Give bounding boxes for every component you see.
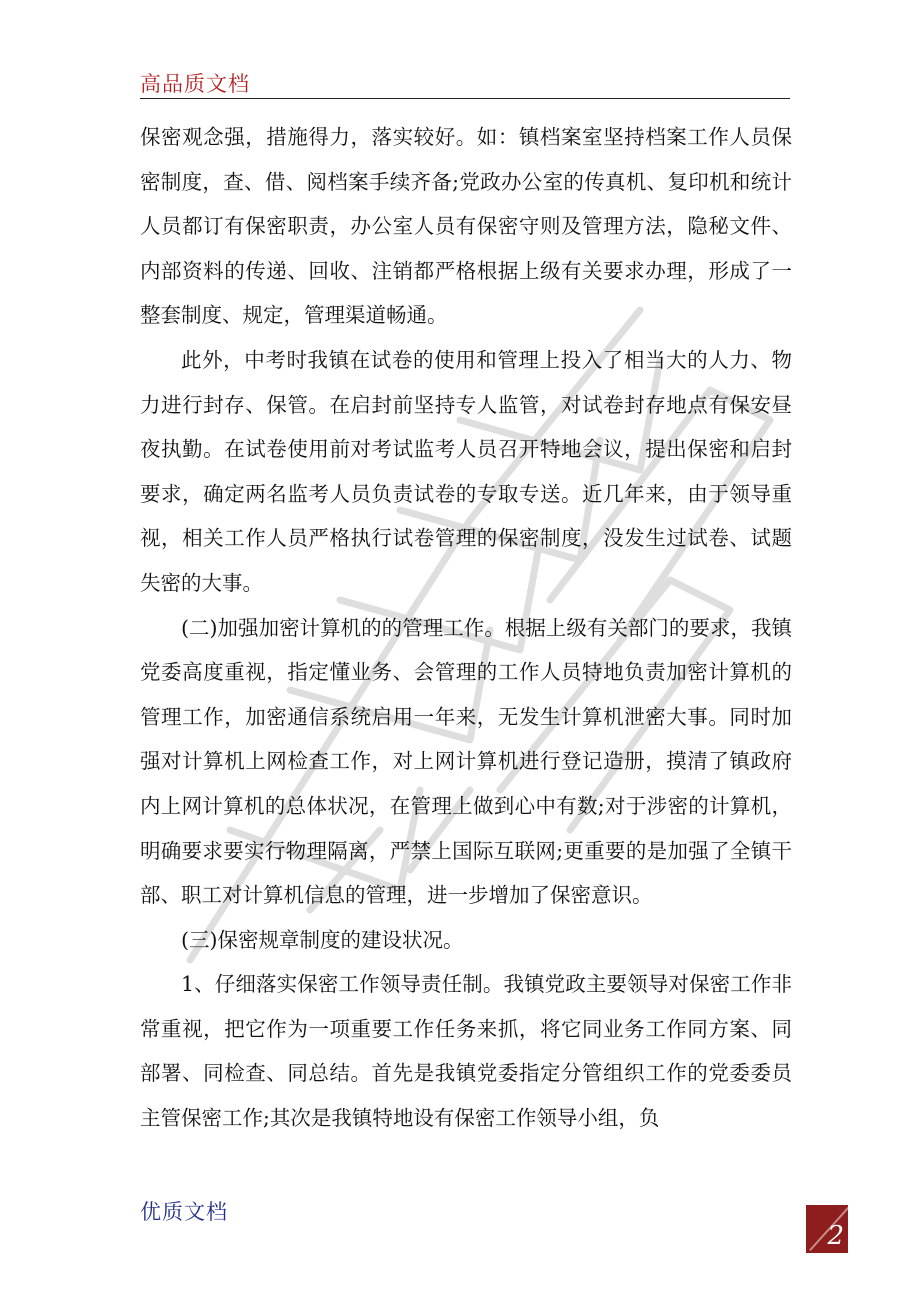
- paragraph: (二)加强加密计算机的的管理工作。根据上级有关部门的要求，我镇党委高度重视，指定懂业务、会管理的工作人员特地负责加密计算机的管理工作，加密通信系统启用一年来，无发生计算机泄密大事。同时加强对计算机上网检查工作，对上网计算机进行登记造册，摸清了镇政府内上网计算机的总体状况，在管理上做到心中有数;对于涉密的计算机，明确要求要实行物理隔离，严禁上国际互联网;更重要的是加强了全镇干部、职工对计算机信息的管理，进一步增加了保密意识。: [140, 615, 792, 908]
- paragraph: 此外，中考时我镇在试卷的使用和管理上投入了相当大的人力、物力进行封存、保管。在启封前坚持专人监管，对试卷封存地点有保安昼夜执勤。在试卷使用前对考试监考人员召开特地会议，提出保密和启封要求，确定两名监考人员负责试卷的专取专送。近几年来，由于领导重视，相关工作人员严格执行试卷管理的保密制度，没发生过试卷、试题失密的大事。: [140, 347, 792, 595]
- footer-title: 优质文档: [140, 1200, 228, 1224]
- document-body: [140, 115, 792, 1141]
- paragraph: (三)保密规章制度的建设状况。: [181, 927, 464, 952]
- page-number: 2: [827, 1221, 844, 1251]
- page-number-badge: [806, 1205, 848, 1253]
- paragraph: 1、仔细落实保密工作领导责任制。我镇党政主要领导对保密工作非常重视，把它作为一项重要工作任务来抓，将它同业务工作同方案、同部署、同检查、同总结。首先是我镇党委指定分管组织工作的党委委员主管保密工作;其次是我镇特地设有保密工作领导小组，负: [140, 972, 792, 1131]
- page-header: [140, 66, 790, 99]
- paragraph: 保密观念强，措施得力，落实较好。如：镇档案室坚持档案工作人员保密制度，查、借、阅档案手续齐备;党政办公室的传真机、复印机和统计人员都订有保密职责，办公室人员有保密守则及管理方法，隐秘文件、内部资料的传递、回收、注销都严格根据上级有关要求办理，形成了一整套制度、规定，管理渠道畅通。: [140, 125, 792, 328]
- header-title: 高品质文档: [140, 72, 250, 96]
